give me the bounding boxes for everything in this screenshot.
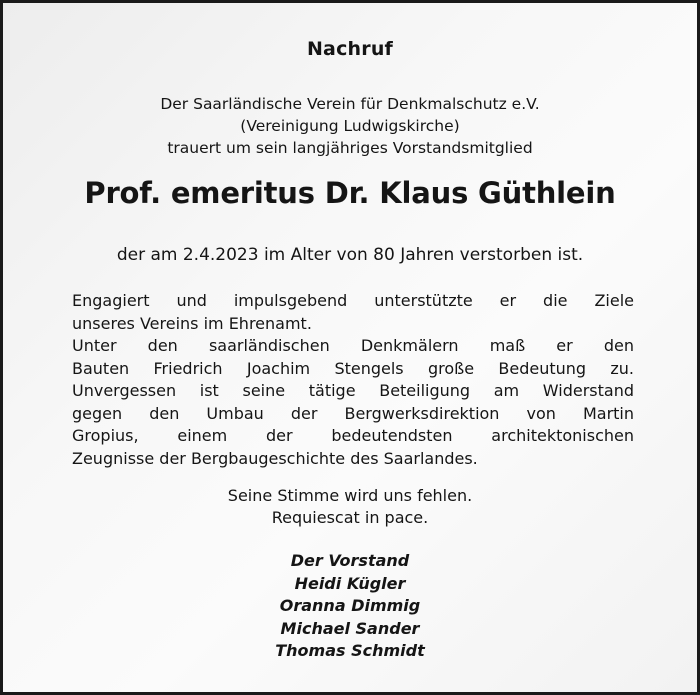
signature-name: Thomas Schmidt xyxy=(275,641,425,660)
tribute-line: Zeugnisse der Bergbaugeschichte des Saarlandes. xyxy=(72,448,478,468)
tribute-line: Unter den saarländischen Denkmälern maß er den xyxy=(72,336,634,355)
notice-title: Nachruf xyxy=(306,38,394,60)
closing-line: Requiescat in pace. xyxy=(271,508,429,527)
tribute-line: unseres Vereins im Ehrenamt. xyxy=(72,313,312,333)
signature-name: Heidi Kügler xyxy=(294,573,406,593)
tribute-line: Bauten Friedrich Joachim Stengels große Bedeutung zu. xyxy=(72,358,634,378)
tribute-line: Unvergessen ist seine tätige Beteiligung am Widerstand xyxy=(72,381,634,400)
signature-name: Michael Sander xyxy=(280,618,420,638)
tribute-paragraph xyxy=(72,290,634,470)
organization-name: Der Saarländische Verein für Denkmalschutz e.V. xyxy=(160,95,540,113)
signatures-block xyxy=(3,550,697,663)
organization-block xyxy=(3,93,697,159)
tribute-line: gegen den Umbau der Bergwerksdirektion von Martin xyxy=(72,403,634,423)
death-line: der am 2.4.2023 im Alter von 80 Jahren verstorben ist. xyxy=(116,245,584,265)
mourning-statement: trauert um sein langjähriges Vorstandsmitglied xyxy=(167,139,533,157)
closing-line: Seine Stimme wird uns fehlen. xyxy=(227,486,473,505)
signature-name: Oranna Dimmig xyxy=(279,596,421,615)
signature-board: Der Vorstand xyxy=(290,551,410,570)
tribute-line: Engagiert und impulsgebend unterstützte er die Ziele xyxy=(72,291,634,310)
organization-subtitle: (Vereinigung Ludwigskirche) xyxy=(240,117,460,135)
tribute-line: Gropius, einem der bedeutendsten architektonischen xyxy=(72,426,634,445)
deceased-name: Prof. emeritus Dr. Klaus Güthlein xyxy=(84,176,616,210)
closing-block xyxy=(3,485,697,529)
